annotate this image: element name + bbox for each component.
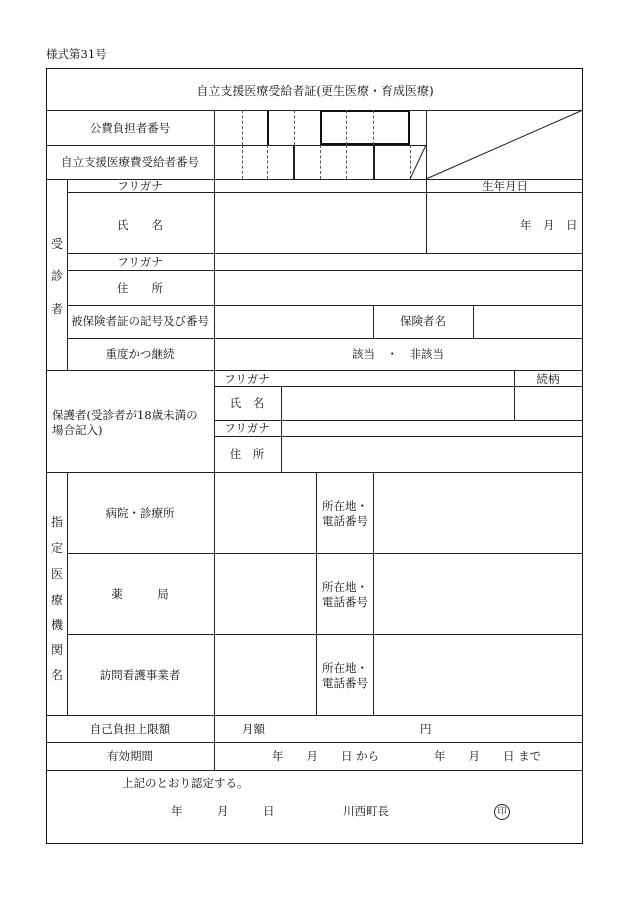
seal-mark: 印 <box>494 804 510 820</box>
institution-label-7: 名 <box>50 668 63 682</box>
patient-section-label-2: 診 <box>50 269 63 283</box>
relation-label: 続柄 <box>536 372 560 386</box>
loc-tel-1a: 所在地・ <box>322 499 368 513</box>
institution-label-6: 関 <box>50 643 63 657</box>
patient-name-label: 氏 名 <box>117 218 163 232</box>
mayor-label: 川西町長 <box>343 804 389 818</box>
loc-tel-3b: 電話番号 <box>322 676 368 690</box>
issue-date: 年 月 日 <box>171 804 275 818</box>
institution-label-4: 療 <box>50 593 63 607</box>
yen-label: 円 <box>420 722 432 736</box>
birthdate-ymd: 年 月 日 <box>520 218 578 232</box>
validity-from: 年 月 日 から <box>272 749 380 763</box>
furigana-label-2: フリガナ <box>117 255 163 269</box>
recipient-number-label: 自立支援医療費受給者番号 <box>61 155 199 169</box>
guardian-furigana-label: フリガナ <box>224 372 270 386</box>
loc-tel-2a: 所在地・ <box>322 580 368 594</box>
patient-section-label-3: 者 <box>50 302 63 316</box>
applicable-options: 該当 ・ 非該当 <box>352 347 444 361</box>
guardian-name-label: 氏 名 <box>229 396 265 410</box>
furigana-label: フリガナ <box>117 179 163 193</box>
loc-tel-2b: 電話番号 <box>322 595 368 609</box>
guardian-address-label: 住 所 <box>229 447 265 461</box>
severe-continuous-label: 重度かつ継続 <box>105 347 175 361</box>
form-title: 自立支援医療受給者証(更生医療・育成医療) <box>196 84 434 98</box>
loc-tel-3a: 所在地・ <box>322 661 368 675</box>
insurance-card-label: 被保険者証の記号及び番号 <box>71 314 209 328</box>
insurer-name-label: 保険者名 <box>400 314 446 328</box>
copay-limit-label: 自己負担上限額 <box>89 722 171 736</box>
validity-label: 有効期間 <box>107 749 153 763</box>
loc-tel-1b: 電話番号 <box>322 514 368 528</box>
guardian-label-line2: 場合記入) <box>52 423 103 437</box>
pharmacy-label: 薬 局 <box>111 587 169 601</box>
patient-address-label: 住 所 <box>117 281 163 295</box>
monthly-label: 月額 <box>242 722 265 736</box>
validity-to: 年 月 日 まで <box>434 749 542 763</box>
institution-label-2: 定 <box>50 541 63 555</box>
visiting-nurse-label: 訪問看護事業者 <box>99 668 181 682</box>
patient-section-label-1: 受 <box>50 237 63 251</box>
form-number: 様式第31号 <box>46 47 107 61</box>
institution-label-1: 指 <box>50 515 63 529</box>
public-payer-number-label: 公費負担者番号 <box>89 121 171 135</box>
guardian-label-line1: 保護者(受診者が18歳未満の <box>52 408 198 422</box>
hospital-label: 病院・診療所 <box>105 506 175 520</box>
birthdate-header: 生年月日 <box>482 179 528 193</box>
institution-label-3: 医 <box>50 567 63 581</box>
guardian-furigana-label-2: フリガナ <box>224 421 270 435</box>
certification-text: 上記のとおり認定する。 <box>122 776 249 790</box>
institution-label-5: 機 <box>50 618 63 632</box>
